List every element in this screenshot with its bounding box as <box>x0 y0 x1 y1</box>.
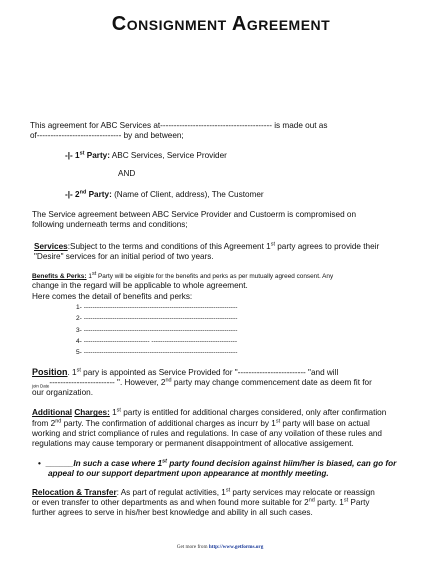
additional-line-3: working and strict compliance of rules and regulations. In case of any voilation of these rules and <box>32 428 382 438</box>
intro-line-2: of------------------------------- by and between; <box>30 131 184 141</box>
party-2-label: Party: <box>86 189 112 199</box>
join-date-label: join Date <box>32 383 50 389</box>
list-item: 5- ---------------------------------------------------------------------- <box>76 349 238 357</box>
party-1-text: ABC Services, Service Provider <box>109 151 227 161</box>
additional-sup-a: st <box>116 407 121 414</box>
relocation-text-a: : As part of regulat activities, 1 <box>116 487 226 497</box>
benefits-paragraph <box>32 272 412 358</box>
relocation-paragraph <box>32 488 412 519</box>
additional-line-2-c: party will base on actual <box>280 418 370 428</box>
intro-paragraph <box>30 121 412 141</box>
service-agreement-paragraph <box>32 210 412 230</box>
position-sup-b: nd <box>165 377 172 384</box>
services-sup: st <box>270 241 275 248</box>
additional-text-b: party is entitled for additional charges considered, only after confirmation <box>120 408 387 418</box>
footer <box>0 544 440 550</box>
relocation-heading: Relocation & Transfer <box>32 487 117 497</box>
position-line-3: our organization. <box>32 388 93 398</box>
position-text-c: ------------------------ ". However, 2 <box>49 378 166 388</box>
footer-prefix: Get more from <box>176 544 209 550</box>
footer-link[interactable]: http://www.getforms.org <box>208 544 264 550</box>
bullet-sup: st <box>162 458 167 465</box>
additional-heading-a: Additional <box>32 408 73 418</box>
benefits-text-b: Party will be eligible for the benefits and perks as per mutually agreed consent. Any <box>96 273 334 281</box>
bullet-blank: ______ <box>46 459 74 469</box>
additional-sup-b: nd <box>55 417 62 424</box>
services-line-2: "Desire" services for an initial period of two years. <box>34 252 214 262</box>
benefits-text-a: 1 <box>86 273 92 281</box>
bullet-line-2: appeal to our support department upon appearance at monthly meeting. <box>48 469 329 479</box>
party-2-prefix: -|- 2 <box>65 189 80 199</box>
relocation-line-3: further agrees to serve in his/her best knowledge and ability in all such cases. <box>32 508 313 518</box>
additional-line-2-a: from 2 <box>32 418 56 428</box>
party-2 <box>65 189 412 200</box>
benefits-heading: Benefits & Perks: <box>32 273 87 281</box>
additional-line-2-b: party. The confirmation of additional charges as incurr by 1 <box>61 418 276 428</box>
position-text-d: party may change commencement date as deem fit for <box>171 378 372 388</box>
position-paragraph <box>32 367 412 399</box>
party-1-prefix: -|- 1 <box>65 151 80 161</box>
position-sup-a: st <box>76 367 81 374</box>
additional-text-a: 1 <box>109 408 117 418</box>
relocation-line-2-b: party. 1 <box>314 497 344 507</box>
additional-line-4: regulations may cause temporary or permanent disappointment of allocative assigement. <box>32 439 354 449</box>
relocation-text-b: party services may relocate or reassign <box>230 487 375 497</box>
benefits-line-2: change in the regard will be applicable to whole agreement. <box>32 281 248 291</box>
bullet-icon: • <box>38 459 41 469</box>
page-title: Consignment Agreement <box>111 13 331 35</box>
relocation-sup-a: st <box>225 486 231 493</box>
list-item: 4- ------------------------------ --------------------------------------- <box>76 338 238 346</box>
benefits-sup: st <box>91 271 97 278</box>
bullet-text-b: party found decision against hiim/her is biased, can go for <box>166 459 397 469</box>
benefits-list <box>76 302 412 359</box>
relocation-sup-c: st <box>343 497 349 504</box>
party-1-sup: st <box>79 150 85 157</box>
intro-line-1: This agreement for ABC Services at----------------------------------------- is made out as <box>30 121 328 130</box>
appeal-bullet <box>38 459 412 479</box>
party-2-sup: nd <box>79 188 87 195</box>
services-text-a: :Subject to the terms and conditions of this Agreement 1 <box>67 242 271 252</box>
list-item: 1- ---------------------------------------------------------------------- <box>76 303 238 311</box>
service-agreement-line-1: The Service agreement between ABC Service Provider and Custoerm is compromised on <box>32 209 357 219</box>
services-heading: Services <box>34 242 68 252</box>
services-text-b: party agrees to provide their <box>274 242 380 252</box>
relocation-line-2-a: or even transfer to other departments as and when found more suitable for 2 <box>32 497 309 507</box>
relocation-sup-b: nd <box>308 497 315 504</box>
party-1-label: Party: <box>84 151 110 161</box>
additional-sup-c: st <box>275 417 281 424</box>
services-paragraph <box>34 242 412 262</box>
list-item: 2- ---------------------------------------------------------------------- <box>76 315 238 323</box>
additional-charges-paragraph <box>32 408 412 449</box>
position-text-a: . 1 <box>67 367 77 377</box>
position-heading: Position <box>32 366 68 377</box>
party-2-text: (Name of Client, address), The Customer <box>111 189 264 199</box>
benefits-line-3: Here comes the detail of benefits and perks: <box>32 291 193 301</box>
service-agreement-line-2: following underneath terms and conditions; <box>32 219 188 229</box>
list-item: 3- ---------------------------------------------------------------------- <box>76 326 238 334</box>
position-text-b: pary is appointed as Service Provided for "------------------------- "and will <box>80 367 339 377</box>
additional-heading-b: Charges: <box>74 408 110 418</box>
bullet-text-a: In such a case where 1 <box>73 459 163 469</box>
and-separator: AND <box>118 169 136 179</box>
relocation-line-2-c: Party <box>348 497 370 507</box>
party-1 <box>65 150 412 161</box>
